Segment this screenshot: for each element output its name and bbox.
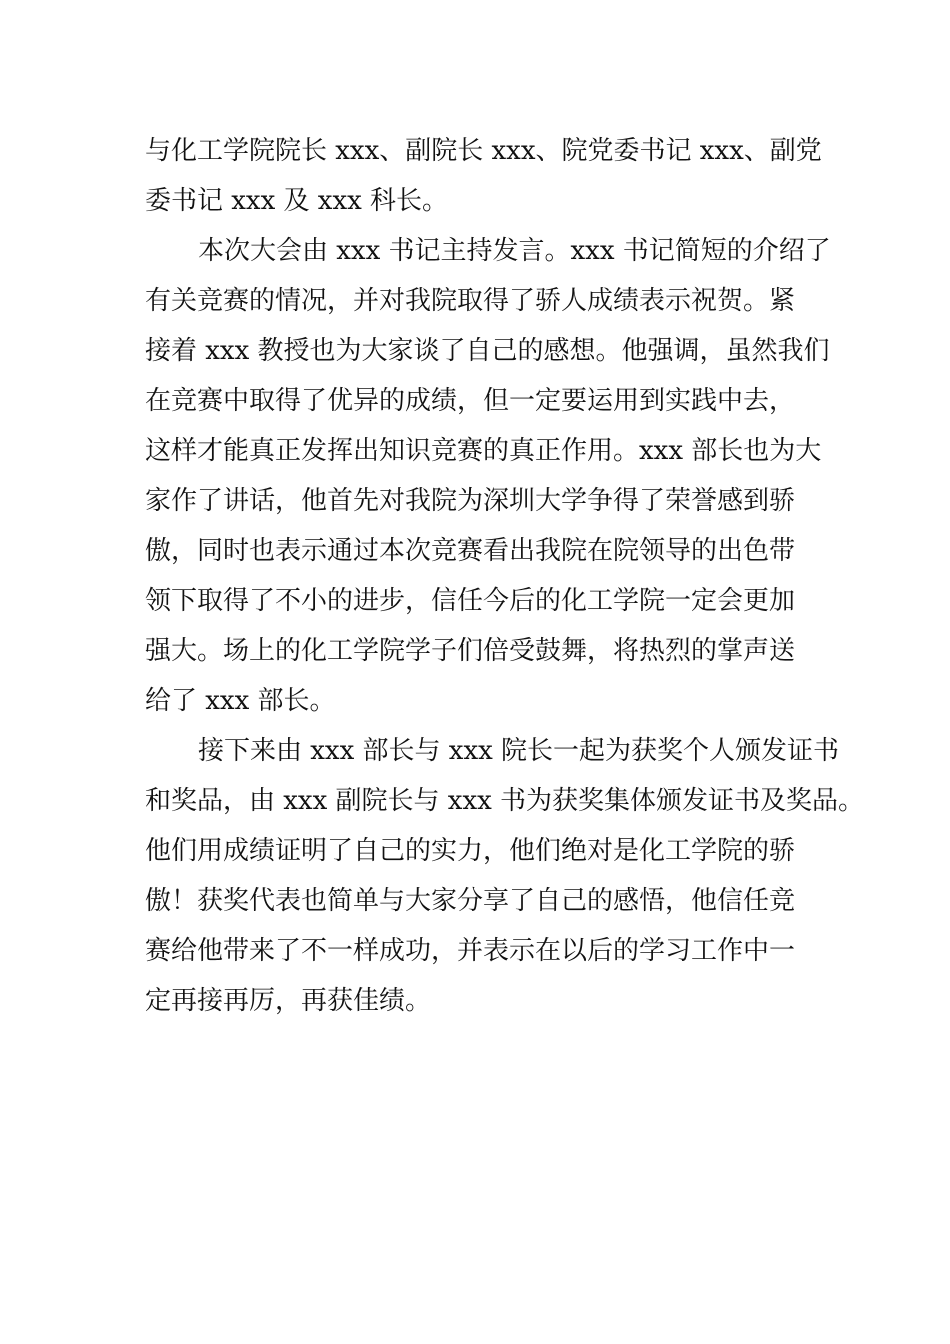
paragraph-line: 赛给他带来了不一样成功，并表示在以后的学习工作中一 — [145, 936, 796, 966]
document-body — [145, 126, 865, 1026]
paragraph-line: 傲！获奖代表也简单与大家分享了自己的感悟，他信任竞 — [145, 886, 796, 916]
paragraph-line: 傲，同时也表示通过本次竞赛看出我院在院领导的出色带 — [145, 536, 796, 566]
paragraph-line: 接下来由 xxx 部长与 xxx 院长一起为获奖个人颁发证书 — [198, 736, 840, 766]
paragraph-1 — [145, 126, 835, 226]
paragraph-line: 家作了讲话，他首先对我院为深圳大学争得了荣誉感到骄 — [145, 486, 796, 516]
paragraph-2 — [145, 226, 835, 726]
paragraph-line: 他们用成绩证明了自己的实力，他们绝对是化工学院的骄 — [145, 836, 796, 866]
paragraph-line: 与化工学院院长 xxx、副院长 xxx、院党委书记 xxx、副党 — [145, 136, 822, 166]
paragraph-line: 在竞赛中取得了优异的成绩，但一定要运用到实践中去， — [145, 386, 796, 416]
paragraph-line: 委书记 xxx 及 xxx 科长。 — [145, 186, 449, 216]
paragraph-line: 本次大会由 xxx 书记主持发言。xxx 书记简短的介绍了 — [198, 236, 831, 266]
paragraph-line: 接着 xxx 教授也为大家谈了自己的感想。他强调，虽然我们 — [145, 336, 830, 366]
paragraph-line: 定再接再厉，再获佳绩。 — [145, 986, 432, 1016]
paragraph-line: 有关竞赛的情况，并对我院取得了骄人成绩表示祝贺。紧 — [145, 286, 796, 316]
paragraph-line: 和奖品，由 xxx 副院长与 xxx 书为获奖集体颁发证书及奖品。 — [145, 786, 865, 816]
paragraph-3 — [145, 726, 865, 1026]
paragraph-line: 领下取得了不小的进步，信任今后的化工学院一定会更加 — [145, 586, 796, 616]
paragraph-line: 给了 xxx 部长。 — [145, 686, 336, 716]
paragraph-line: 这样才能真正发挥出知识竞赛的真正作用。xxx 部长也为大 — [145, 436, 822, 466]
paragraph-line: 强大。场上的化工学院学子们倍受鼓舞，将热烈的掌声送 — [145, 636, 796, 666]
